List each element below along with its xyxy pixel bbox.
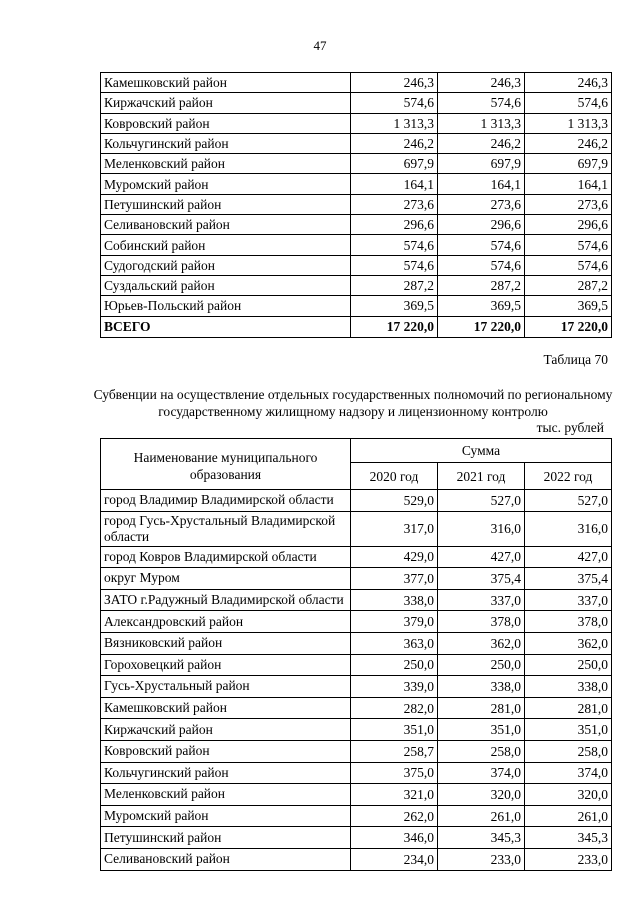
cell-value: 574,6 xyxy=(525,235,612,255)
cell-name: Киржачский район xyxy=(101,719,351,741)
cell-value: 233,0 xyxy=(525,848,612,870)
cell-value: 375,4 xyxy=(525,568,612,590)
cell-name: Камешковский район xyxy=(101,73,351,93)
cell-value: 427,0 xyxy=(525,546,612,568)
cell-value: 574,6 xyxy=(525,93,612,113)
cell-name: Вязниковский район xyxy=(101,632,351,654)
cell-name: Ковровский район xyxy=(101,113,351,133)
cell-name: Гороховецкий район xyxy=(101,654,351,676)
cell-name: Меленковский район xyxy=(101,784,351,806)
table-row xyxy=(101,194,612,214)
cell-value: 262,0 xyxy=(351,805,438,827)
table-row xyxy=(101,255,612,275)
cell-value: 258,7 xyxy=(351,740,438,762)
cell-name: Киржачский район xyxy=(101,93,351,113)
cell-value: 287,2 xyxy=(351,275,438,295)
cell-value: 320,0 xyxy=(525,784,612,806)
cell-value: 363,0 xyxy=(351,632,438,654)
cell-value: 317,0 xyxy=(351,511,438,546)
cell-value: 246,3 xyxy=(525,73,612,93)
total-label: ВСЕГО xyxy=(101,316,351,337)
header-year-2021: 2021 год xyxy=(438,463,525,490)
cell-value: 346,0 xyxy=(351,827,438,849)
table-row xyxy=(101,697,612,719)
cell-value: 287,2 xyxy=(525,275,612,295)
cell-value: 234,0 xyxy=(351,848,438,870)
cell-value: 258,0 xyxy=(525,740,612,762)
cell-value: 246,2 xyxy=(525,133,612,153)
cell-value: 574,6 xyxy=(438,235,525,255)
cell-value: 345,3 xyxy=(438,827,525,849)
table-row xyxy=(101,719,612,741)
cell-value: 1 313,3 xyxy=(525,113,612,133)
cell-name: город Гусь-Хрустальный Владимирской области xyxy=(101,511,351,546)
cell-name: Меленковский район xyxy=(101,154,351,174)
table-row xyxy=(101,784,612,806)
cell-value: 374,0 xyxy=(438,762,525,784)
cell-value: 296,6 xyxy=(351,215,438,235)
cell-name: Селивановский район xyxy=(101,215,351,235)
cell-value: 697,9 xyxy=(525,154,612,174)
table-70-body xyxy=(101,490,612,871)
cell-value: 261,0 xyxy=(525,805,612,827)
cell-value: 697,9 xyxy=(438,154,525,174)
cell-value: 296,6 xyxy=(525,215,612,235)
cell-value: 338,0 xyxy=(438,676,525,698)
table-row xyxy=(101,740,612,762)
table-row xyxy=(101,848,612,870)
cell-name: Собинский район xyxy=(101,235,351,255)
cell-value: 427,0 xyxy=(438,546,525,568)
cell-name: Судогодский район xyxy=(101,255,351,275)
cell-value: 316,0 xyxy=(438,511,525,546)
cell-value: 574,6 xyxy=(438,255,525,275)
table-70 xyxy=(100,438,612,871)
cell-name: Петушинский район xyxy=(101,827,351,849)
cell-value: 339,0 xyxy=(351,676,438,698)
table-row xyxy=(101,511,612,546)
cell-value: 281,0 xyxy=(438,697,525,719)
table-row xyxy=(101,490,612,512)
cell-value: 250,0 xyxy=(351,654,438,676)
cell-value: 529,0 xyxy=(351,490,438,512)
cell-name: Селивановский район xyxy=(101,848,351,870)
cell-value: 320,0 xyxy=(438,784,525,806)
cell-value: 321,0 xyxy=(351,784,438,806)
cell-value: 362,0 xyxy=(525,632,612,654)
table-row xyxy=(101,827,612,849)
cell-value: 429,0 xyxy=(351,546,438,568)
cell-value: 258,0 xyxy=(438,740,525,762)
cell-name: город Ковров Владимирской области xyxy=(101,546,351,568)
cell-value: 374,0 xyxy=(525,762,612,784)
cell-value: 233,0 xyxy=(438,848,525,870)
cell-name: Юрьев-Польский район xyxy=(101,296,351,316)
table-row xyxy=(101,296,612,316)
cell-value: 351,0 xyxy=(525,719,612,741)
cell-name: город Владимир Владимирской области xyxy=(101,490,351,512)
header-sum: Сумма xyxy=(351,439,612,463)
cell-value: 338,0 xyxy=(351,589,438,611)
cell-value: 527,0 xyxy=(525,490,612,512)
table-row xyxy=(101,805,612,827)
cell-value: 1 313,3 xyxy=(351,113,438,133)
cell-name: Муромский район xyxy=(101,805,351,827)
cell-value: 250,0 xyxy=(438,654,525,676)
cell-value: 246,3 xyxy=(351,73,438,93)
cell-value: 337,0 xyxy=(525,589,612,611)
total-value: 17 220,0 xyxy=(351,316,438,337)
cell-value: 337,0 xyxy=(438,589,525,611)
cell-name: Суздальский район xyxy=(101,275,351,295)
cell-value: 369,5 xyxy=(351,296,438,316)
cell-value: 377,0 xyxy=(351,568,438,590)
table-row xyxy=(101,568,612,590)
table-row xyxy=(101,611,612,633)
table-row xyxy=(101,589,612,611)
cell-value: 351,0 xyxy=(438,719,525,741)
cell-value: 351,0 xyxy=(351,719,438,741)
cell-value: 164,1 xyxy=(525,174,612,194)
cell-value: 527,0 xyxy=(438,490,525,512)
cell-name: округ Муром xyxy=(101,568,351,590)
table-row xyxy=(101,174,612,194)
header-year-2022: 2022 год xyxy=(525,463,612,490)
cell-name: Кольчугинский район xyxy=(101,762,351,784)
cell-value: 273,6 xyxy=(525,194,612,214)
cell-value: 574,6 xyxy=(351,93,438,113)
cell-value: 574,6 xyxy=(351,235,438,255)
cell-value: 1 313,3 xyxy=(438,113,525,133)
header-year-2020: 2020 год xyxy=(351,463,438,490)
cell-value: 369,5 xyxy=(525,296,612,316)
table-row xyxy=(101,275,612,295)
table-row xyxy=(101,654,612,676)
cell-value: 282,0 xyxy=(351,697,438,719)
table-row xyxy=(101,73,612,93)
cell-value: 281,0 xyxy=(525,697,612,719)
total-value: 17 220,0 xyxy=(438,316,525,337)
total-value: 17 220,0 xyxy=(525,316,612,337)
cell-value: 378,0 xyxy=(438,611,525,633)
cell-name: Гусь-Хрустальный район xyxy=(101,676,351,698)
cell-value: 369,5 xyxy=(438,296,525,316)
cell-value: 574,6 xyxy=(525,255,612,275)
table-row xyxy=(101,762,612,784)
cell-value: 574,6 xyxy=(438,93,525,113)
units-label: тыс. рублей xyxy=(536,420,604,435)
cell-value: 378,0 xyxy=(525,611,612,633)
table-row xyxy=(101,215,612,235)
header-name: Наименование муниципального образования xyxy=(101,439,351,490)
table-row xyxy=(101,113,612,133)
cell-name: Муромский район xyxy=(101,174,351,194)
table-row xyxy=(101,235,612,255)
cell-value: 574,6 xyxy=(351,255,438,275)
table-70-label: Таблица 70 xyxy=(543,352,608,367)
cell-value: 697,9 xyxy=(351,154,438,174)
cell-value: 261,0 xyxy=(438,805,525,827)
cell-value: 379,0 xyxy=(351,611,438,633)
table-69-continuation xyxy=(100,72,612,338)
cell-name: Ковровский район xyxy=(101,740,351,762)
cell-name: Александровский район xyxy=(101,611,351,633)
table-row xyxy=(101,632,612,654)
cell-value: 362,0 xyxy=(438,632,525,654)
cell-name: ЗАТО г.Радужный Владимирской области xyxy=(101,589,351,611)
table-row xyxy=(101,676,612,698)
cell-name: Кольчугинский район xyxy=(101,133,351,153)
page-number: 47 xyxy=(313,38,327,53)
cell-name: Петушинский район xyxy=(101,194,351,214)
cell-value: 250,0 xyxy=(525,654,612,676)
cell-value: 273,6 xyxy=(438,194,525,214)
total-row xyxy=(101,316,612,337)
cell-value: 375,4 xyxy=(438,568,525,590)
table-69-body xyxy=(101,73,612,338)
table-row xyxy=(101,133,612,153)
cell-value: 338,0 xyxy=(525,676,612,698)
cell-value: 273,6 xyxy=(351,194,438,214)
cell-name: Камешковский район xyxy=(101,697,351,719)
cell-value: 345,3 xyxy=(525,827,612,849)
table-row xyxy=(101,93,612,113)
cell-value: 246,2 xyxy=(438,133,525,153)
cell-value: 316,0 xyxy=(525,511,612,546)
table-row xyxy=(101,546,612,568)
cell-value: 287,2 xyxy=(438,275,525,295)
cell-value: 246,3 xyxy=(438,73,525,93)
table-row xyxy=(101,154,612,174)
cell-value: 164,1 xyxy=(351,174,438,194)
table-70-caption: Субвенции на осуществление отдельных государственных полномочий по региональному государственному жилищному надзору и лицензионному контролю xyxy=(93,387,613,419)
cell-value: 164,1 xyxy=(438,174,525,194)
cell-value: 246,2 xyxy=(351,133,438,153)
cell-value: 375,0 xyxy=(351,762,438,784)
cell-value: 296,6 xyxy=(438,215,525,235)
